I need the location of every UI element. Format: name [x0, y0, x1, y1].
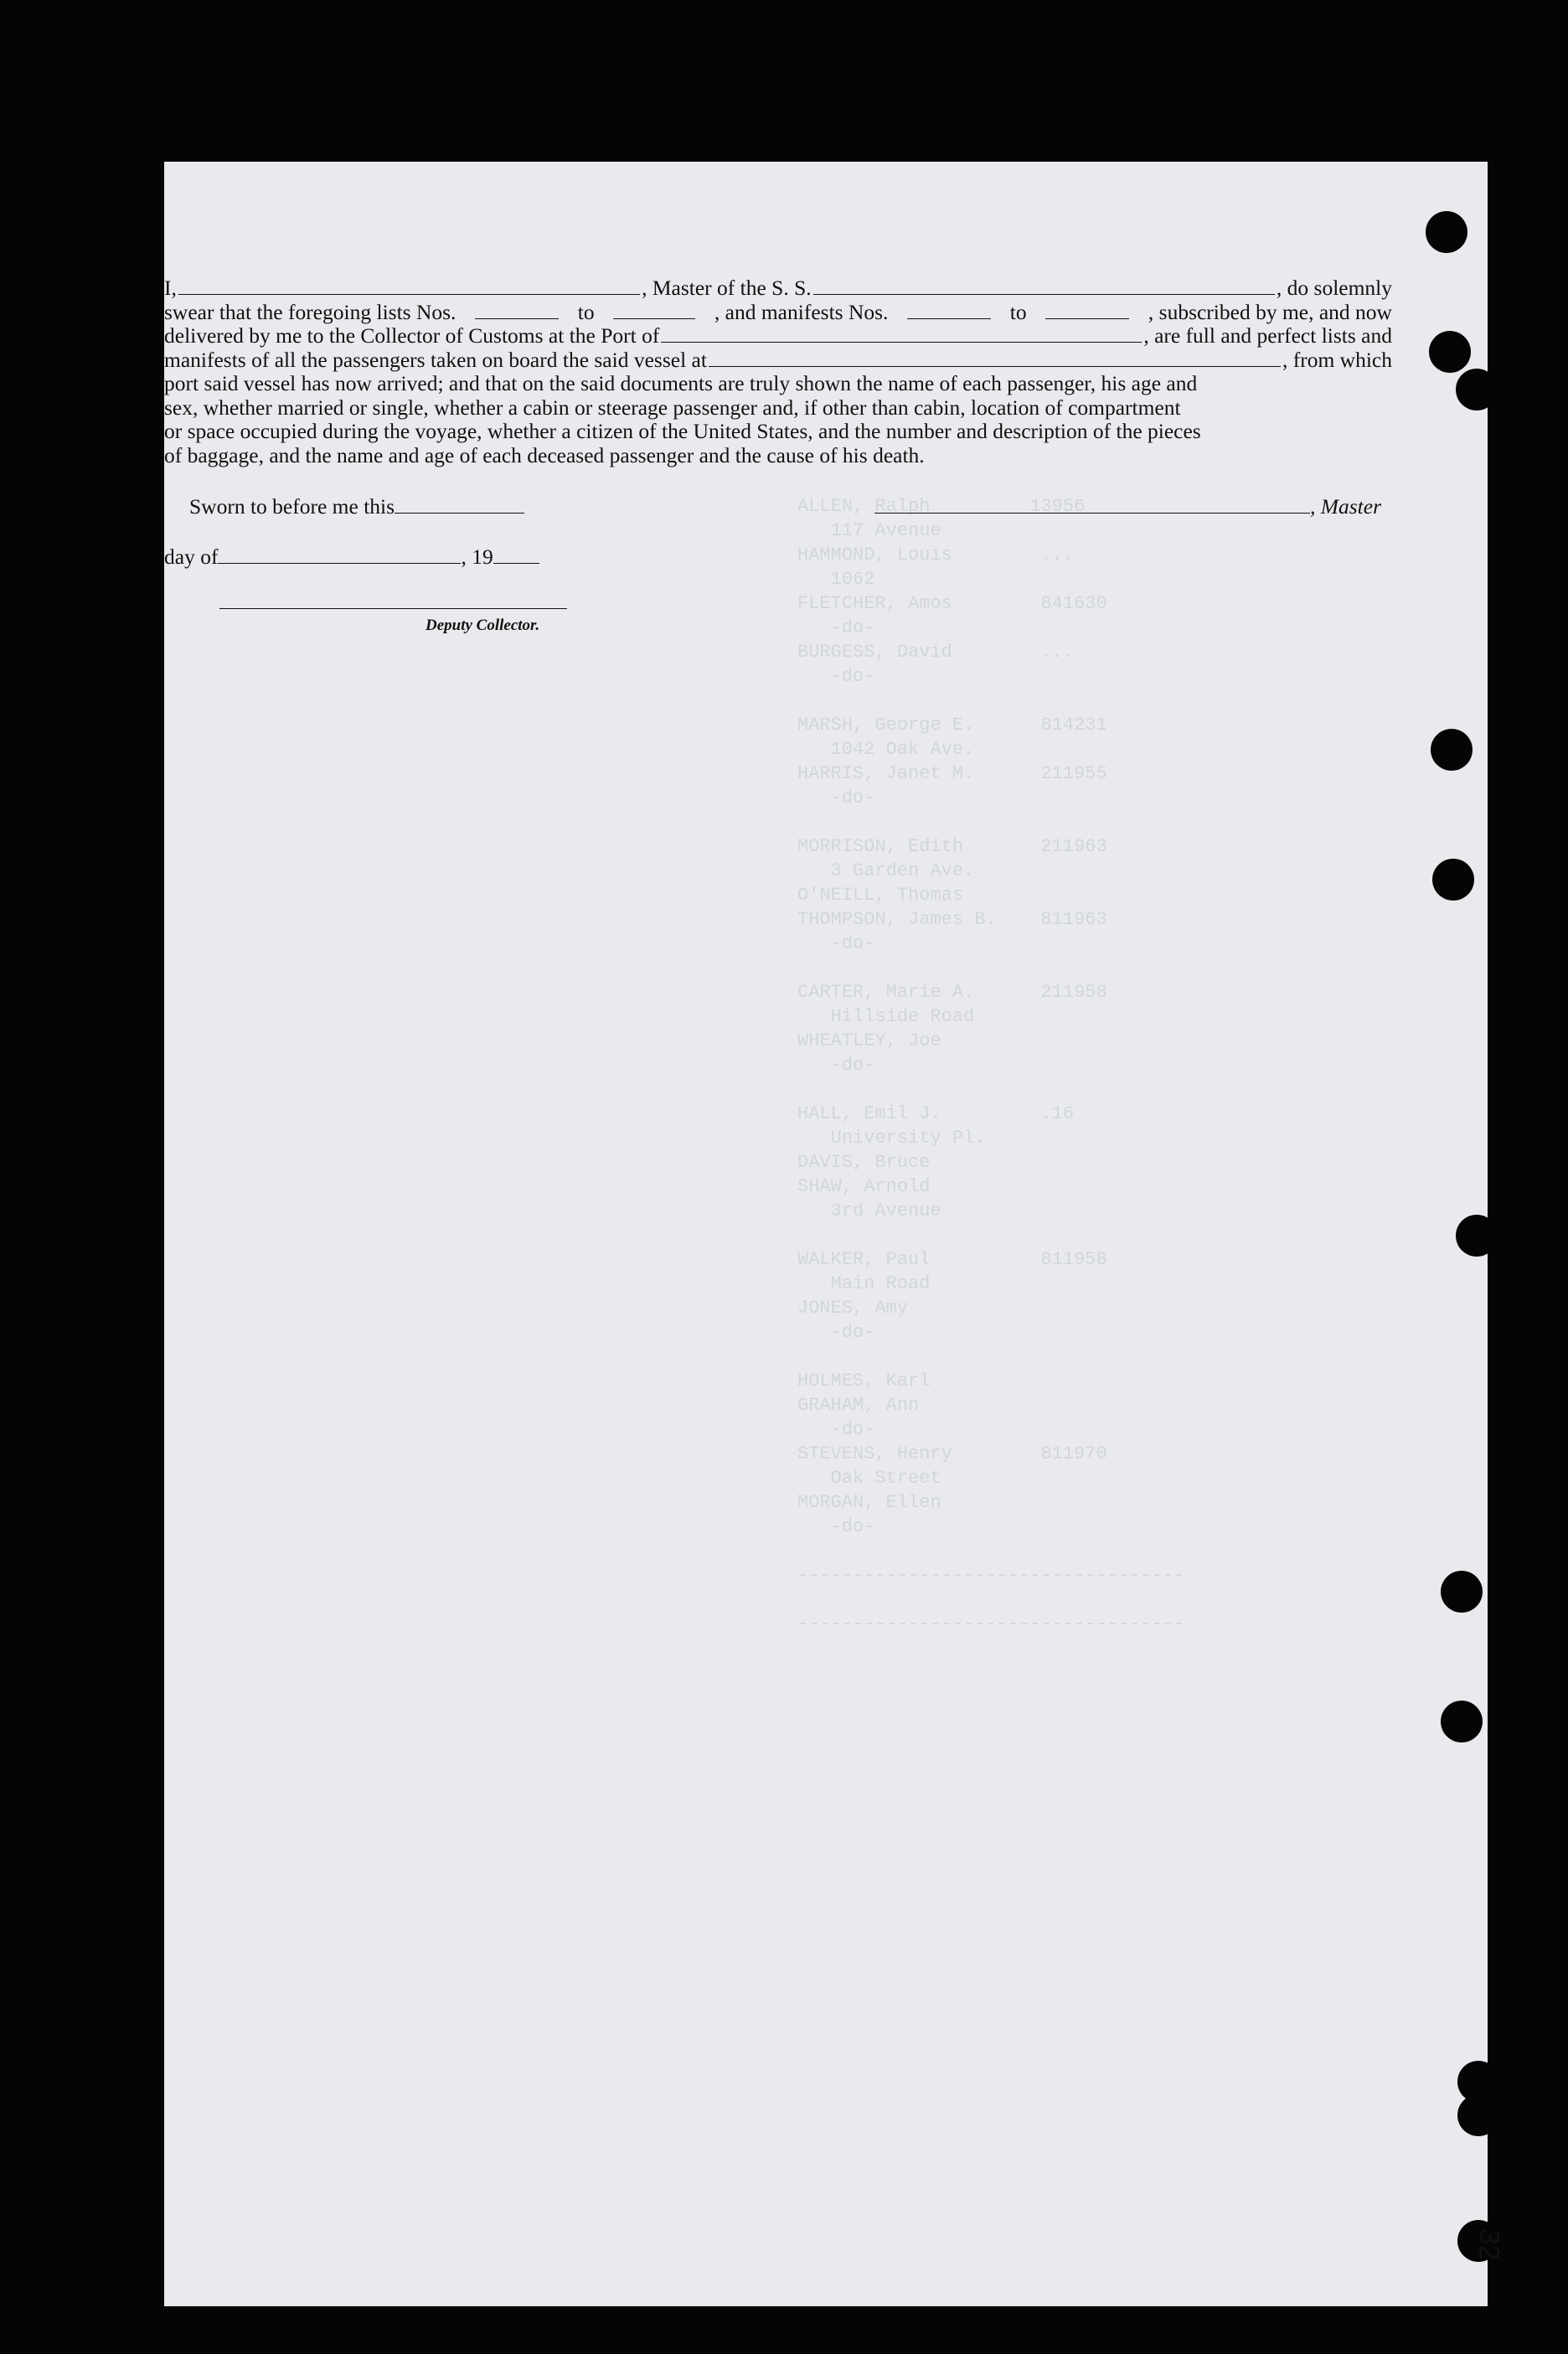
day-line: [164, 545, 539, 570]
port-blank[interactable]: [661, 326, 1142, 343]
day-label: day of: [164, 545, 219, 569]
list-to-blank[interactable]: [613, 302, 695, 319]
punch-hole: [1456, 1215, 1498, 1257]
oath-text: I,: [164, 276, 177, 300]
oath-line-7: or space occupied during the voyage, whether a citizen of the United States, and the number and description of the pieces: [164, 419, 1201, 443]
year-label: , 19: [461, 545, 493, 569]
oath-line-1: [164, 276, 1392, 301]
year-blank[interactable]: [493, 547, 539, 564]
deputy-collector-label: Deputy Collector.: [426, 617, 540, 634]
oath-text: , do solemnly: [1276, 276, 1393, 300]
oath-text: , and manifests Nos.: [714, 299, 889, 324]
oath-text: , from which: [1282, 347, 1392, 372]
punch-hole: [1441, 1571, 1483, 1613]
oath-text: to: [577, 299, 595, 324]
punch-hole: [1441, 1701, 1483, 1742]
master-label: , Master: [1310, 494, 1381, 519]
punch-hole: [1457, 2094, 1499, 2136]
master-signature-blank[interactable]: [874, 497, 1310, 514]
punch-hole: [1426, 211, 1467, 253]
oath-text: , are full and perfect lists and: [1143, 323, 1392, 348]
manifest-to-blank[interactable]: [1045, 302, 1129, 319]
list-from-blank[interactable]: [475, 302, 559, 319]
ship-name-blank[interactable]: [813, 278, 1275, 295]
oath-line-2: [164, 301, 1392, 325]
oath-text: , subscribed by me, and now: [1148, 299, 1392, 324]
punch-hole: [1429, 331, 1471, 373]
month-blank[interactable]: [218, 547, 461, 564]
deputy-signature-line[interactable]: [219, 608, 567, 609]
oath-line-4: [164, 348, 1392, 373]
bleed-through-text: ALLEN, Ralph 13956 117 Avenue HAMMOND, Louis ... 1062 FLETCHER, Amos 841630 -do- BURGESS, David ... -do- MARSH, George E. 814231 1042 Oak Ave. HARRIS, Janet M. 211955 -do- MORRISON, Edith 211963 3 Garden Ave. O'NEILL, Thomas THOMPSON, James B. 811963 -do- CARTER, Marie A. 211958 Hillside Road WHEATLEY, Joe -do- HALL, Emil J. .16 University Pl. DAVIS, Bruce SHAW, Arnold 3rd Avenue WALKER, Paul 811958 Main Road JONES, Amy -do- HOLMES, Karl GRAHAM, Ann -do- STEVENS, Henry 811970 Oak Street MORGAN, Ellen -do- ----------------------------------- -----------------------------------: [797, 496, 1185, 1634]
sworn-label: Sworn to before me this: [189, 494, 395, 519]
page-number: 32: [1473, 2228, 1505, 2261]
master-name-blank[interactable]: [178, 278, 640, 295]
departure-port-blank[interactable]: [709, 350, 1281, 367]
master-signature-line: [874, 494, 1381, 519]
oath-text: delivered by me to the Collector of Customs at the Port of: [164, 323, 660, 348]
punch-hole: [1431, 729, 1473, 771]
punch-hole: [1432, 859, 1474, 901]
oath-text: , Master of the S. S.: [642, 276, 812, 300]
oath-text: to: [1009, 299, 1027, 324]
oath-line-3: [164, 324, 1392, 348]
sworn-line: [189, 494, 524, 519]
oath-line-5: port said vessel has now arrived; and that on the said documents are truly shown the name of each passenger, his age and: [164, 371, 1198, 395]
sworn-day-blank[interactable]: [395, 497, 524, 514]
oath-line-8: of baggage, and the name and age of each deceased passenger and the cause of his death.: [164, 442, 925, 467]
oath-paragraph: [164, 276, 1392, 467]
punch-hole: [1456, 369, 1498, 410]
oath-text: swear that the foregoing lists Nos.: [164, 299, 456, 324]
oath-text: manifests of all the passengers taken on board the said vessel at: [164, 347, 707, 372]
oath-line-6: sex, whether married or single, whether a cabin or steerage passenger and, if other than cabin, location of compartment: [164, 395, 1181, 420]
manifest-from-blank[interactable]: [907, 302, 991, 319]
